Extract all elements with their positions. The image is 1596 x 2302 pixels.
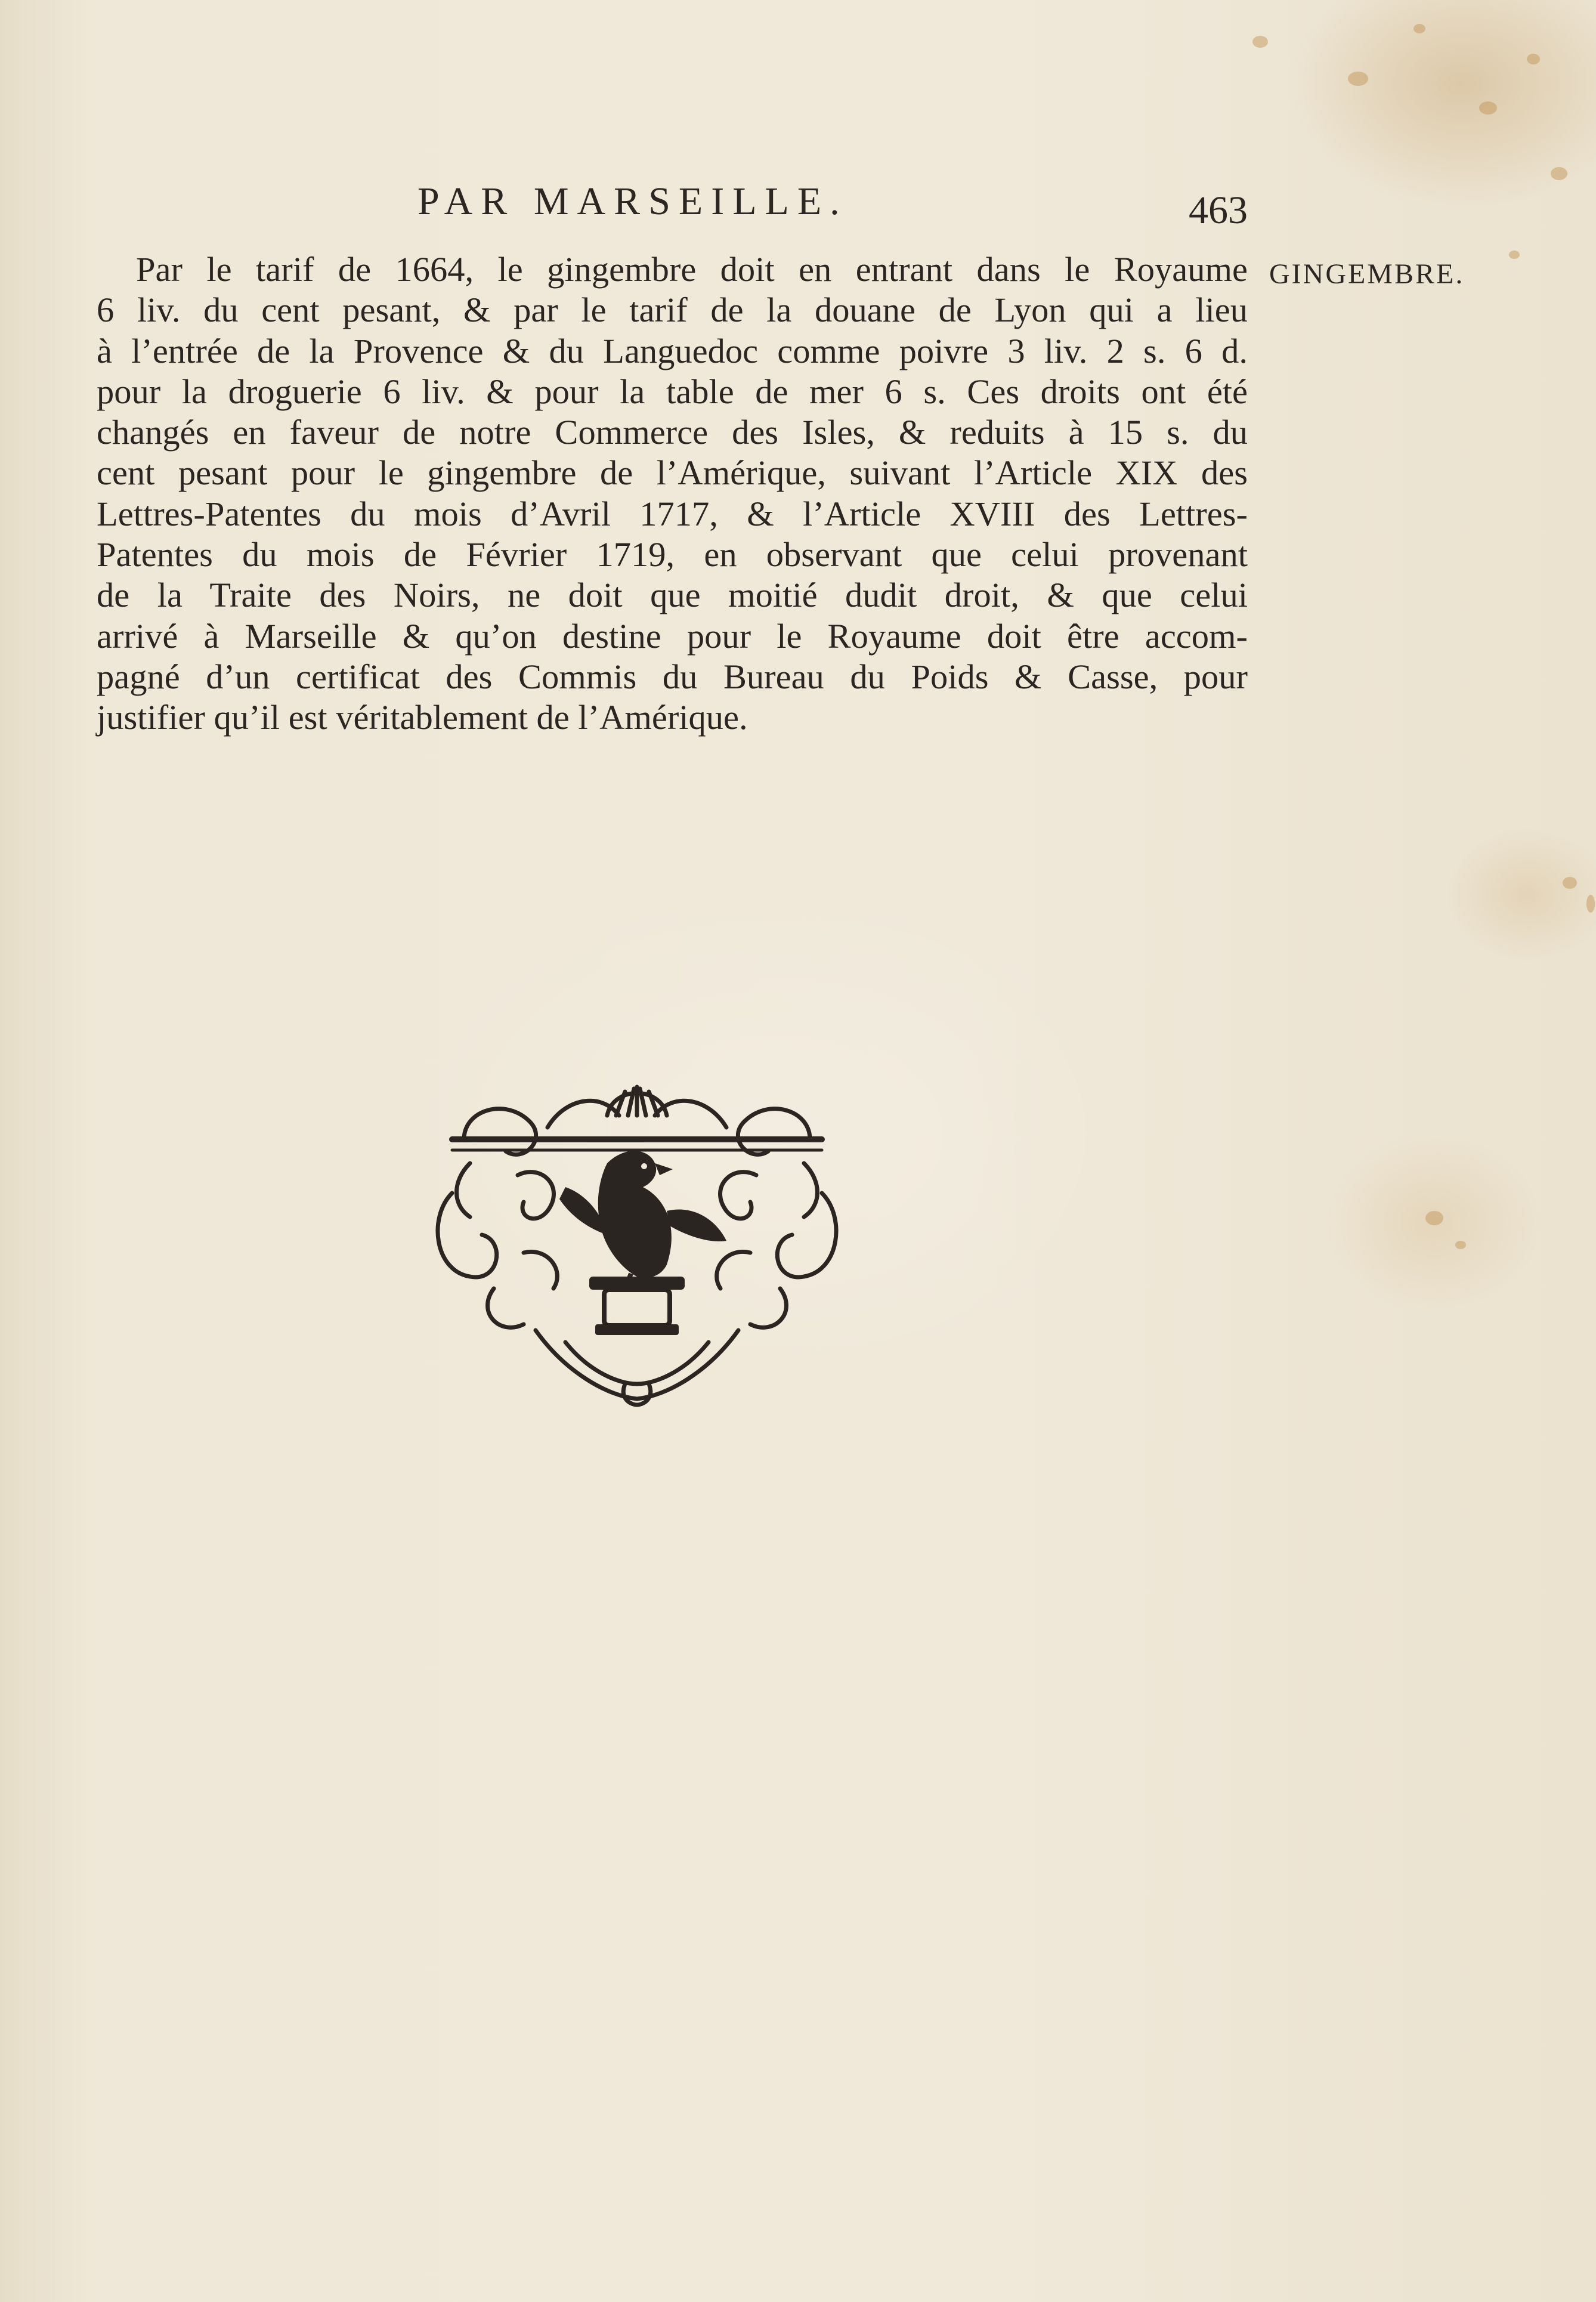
foxing-spot: [1348, 72, 1368, 86]
text-line: cent pesant pour le gingembre de l’Amérique, suivant l’Article XIX des: [97, 453, 1248, 493]
text-line: Lettres-Patentes du mois d’Avril 1717, & l’Article XVIII des Lettres-: [97, 494, 1248, 533]
foxing-spot: [1425, 1211, 1443, 1225]
margin-note: GINGEMBRE.: [1269, 258, 1465, 290]
text-line: changés en faveur de notre Commerce des Isles, & reduits à 15 s. du: [97, 413, 1248, 452]
text-line: Par le tarif de 1664, le gingembre doit en entrant dans le Royaume: [136, 250, 1248, 289]
foxing-spot: [1479, 101, 1497, 115]
eagle-cartouche-ornament-icon: [428, 1074, 846, 1408]
running-head: PAR MARSEILLE.: [417, 180, 848, 223]
text-line: 6 liv. du cent pesant, & par le tarif de la douane de Lyon qui a lieu: [97, 291, 1248, 330]
foxing-spot: [1252, 36, 1268, 48]
text-line: Patentes du mois de Février 1719, en observant que celui provenant: [97, 535, 1248, 574]
foxing-spot: [1527, 54, 1540, 64]
page-number: 463: [1189, 189, 1248, 232]
foxing-spot: [1413, 24, 1425, 33]
text-line: de la Traite des Noirs, ne doit que moitié dudit droit, & que celui: [97, 576, 1248, 615]
text-line: pagné d’un certificat des Commis du Bureau du Poids & Casse, pour: [97, 657, 1248, 696]
foxing-spot: [1563, 877, 1577, 889]
foxing-spot: [1586, 895, 1595, 913]
text-line: justifier qu’il est véritablement de l’Amérique.: [97, 698, 748, 737]
body-paragraph: [97, 249, 1248, 739]
foxing-spot: [1455, 1241, 1466, 1249]
foxing-spot: [1509, 251, 1520, 259]
foxing-spot: [1551, 167, 1567, 180]
text-line: pour la droguerie 6 liv. & pour la table de mer 6 s. Ces droits ont été: [97, 372, 1248, 411]
text-line: à l’entrée de la Provence & du Languedoc comme poivre 3 liv. 2 s. 6 d.: [97, 331, 1248, 370]
text-line: arrivé à Marseille & qu’on destine pour le Royaume doit être accom-: [97, 616, 1248, 656]
